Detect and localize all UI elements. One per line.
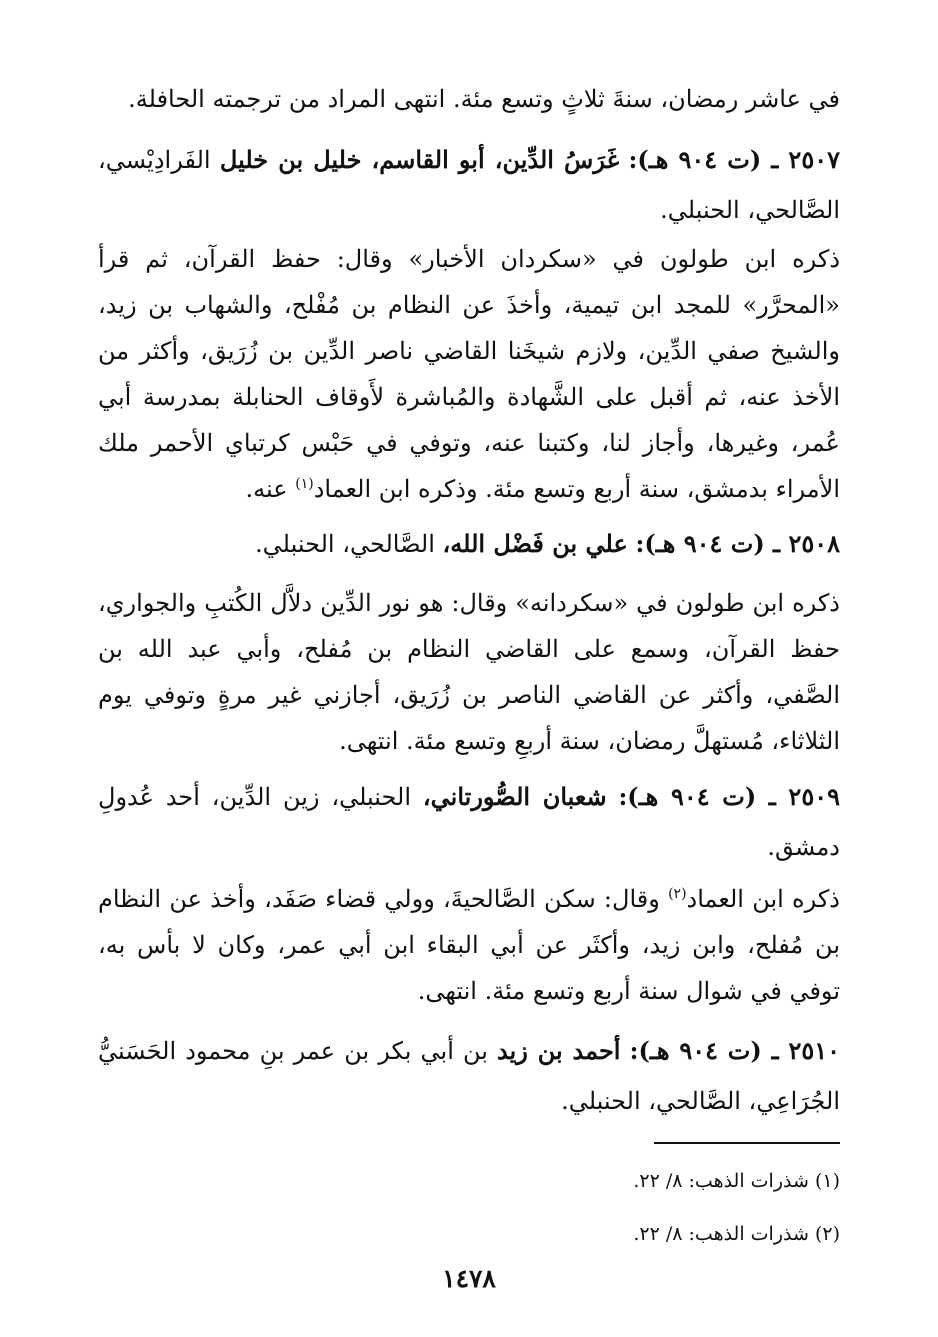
entry-2507-body-text: ذكره ابن طولون في «سكردان الأخبار» وقال: حفظ القرآن، ثم قرأ «المحرَّر» للمجد ابن تيمية، وأخذَ عن النظام بن مُفْلح، والشهاب بن زيد، والشيخ صفي الدِّين، ولازم شيخَنا القاضي ناصر الدِّين بن زُرَيق، وأكثر من الأخذ عنه، ثم أقبل على الشَّهادة والمُباشرة لأَوقاف الحنابلة بمدرسة أبي عُمر، وغيرها، وأجاز لنا، وكتبنا عنه، وتوفي في حَبْس كرتباي الأحمر ملك الأمراء بدمشق، سنة أربع وتسع مئة. وذكره ابن العماد: [98, 245, 841, 503]
entry-2509-name: شعبان الصُّورتاني،: [422, 782, 607, 811]
entry-2510-number: ٢٥١٠ ـ (ت ٩٠٤ هـ):: [629, 1036, 840, 1065]
entry-2507-heading-rest: الفَرادِيْسي، الصَّالحي، الحنبلي.: [98, 146, 840, 224]
entry-2509-number: ٢٥٠٩ ـ (ت ٩٠٤ هـ):: [618, 782, 840, 811]
entry-2507-heading: [98, 135, 840, 235]
entry-2510-heading: [98, 1026, 840, 1126]
entry-2509-body-text: وقال: سكن الصَّالحيةَ، وولي قضاء صَفَد، وأخذ عن النظام بن مُفلح، وابن زيد، وأكثَر عن أبي البقاء ابن أبي عمر، وكان لا بأس به، توفي في شوال سنة أربع وتسع مئة. انتهى.: [98, 885, 840, 1005]
entry-2508-heading: [98, 519, 840, 569]
entry-2508-name: علي بن فَضْل الله،: [442, 529, 628, 558]
continuation-text: في عاشر رمضان، سنةَ ثلاثٍ وتسع مئة. انتهى المراد من ترجمته الحافلة.: [128, 85, 840, 113]
entry-2509-heading: [98, 772, 840, 872]
continuation-paragraph: [98, 76, 840, 122]
entry-2510-heading-rest: بن أبي بكر بن عمر بنِ محمود الحَسَنيُّ الجُرَاعِي، الصَّالحي، الحنبلي.: [98, 1037, 840, 1115]
entry-2509-body-start: ذكره ابن العماد: [686, 885, 840, 913]
page-number: ١٤٧٨: [442, 1264, 496, 1293]
entry-2508-number: ٢٥٠٨ ـ (ت ٩٠٤ هـ):: [635, 529, 840, 558]
entry-2508-body: [98, 580, 840, 764]
entry-2510-name: أحمد بن زيد: [497, 1036, 621, 1065]
footnote-2: (٢) شذرات الذهب: ٨/ ٢٢.: [633, 1223, 840, 1245]
entry-2509-body: [98, 876, 840, 1014]
entry-2509-heading-rest: الحنبلي، زين الدِّين، أحد عُدولِ دمشق.: [98, 783, 840, 861]
entry-2508-body-text: ذكره ابن طولون في «سكردانه» وقال: هو نور الدِّين دلاَّل الكُتبِ والجواري، حفظ القرآن، وسمع على القاضي النظام بن مُفلح، وأبي عبد الله بن الصَّفي، وأكثر عن القاضي الناصر بن زُرَيق، أجازني غير مرةٍ وتوفي يوم الثلاثاء، مُستهلَّ رمضان، سنة أربعِ وتسع مئة. انتهى.: [98, 589, 840, 755]
footnote-1: (١) شذرات الذهب: ٨/ ٢٢.: [633, 1170, 840, 1192]
footnote-ref-2: (٢): [668, 886, 687, 902]
footnotes: [98, 1155, 840, 1261]
footnote-divider: [654, 1142, 840, 1144]
entry-2507-body: [98, 236, 840, 512]
entry-2508-heading-rest: الصَّالحي، الحنبلي.: [255, 530, 435, 558]
entry-2507-name: غَرَسُ الدِّين، أبو القاسم، خليل بن خليل: [219, 145, 620, 174]
footnote-ref-1: (١): [295, 476, 314, 492]
entry-2507-body-end: عنه.: [245, 475, 296, 503]
entry-2507-number: ٢٥٠٧ ـ (ت ٩٠٤ هـ):: [628, 145, 840, 174]
